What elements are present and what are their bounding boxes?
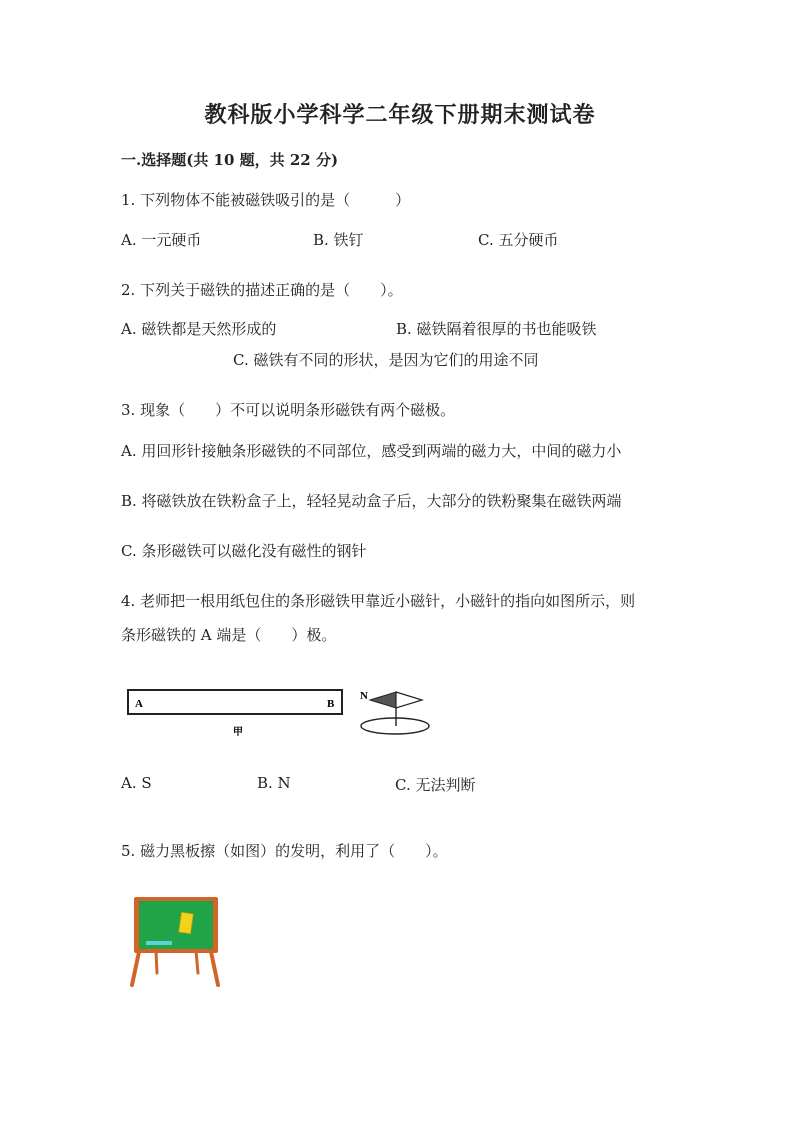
eraser-icon (179, 912, 194, 933)
question-3-option-b[interactable]: B. 将磁铁放在铁粉盒子上，轻轻晃动盒子后，大部分的铁粉聚集在磁铁两端 (121, 492, 622, 510)
question-2-stem: 2. 下列关于磁铁的描述正确的是（ ）。 (121, 281, 403, 299)
question-4-option-c[interactable]: C. 无法判断 (395, 776, 476, 794)
question-1-stem: 1. 下列物体不能被磁铁吸引的是（ ） (121, 191, 411, 209)
question-2-option-b[interactable]: B. 磁铁隔着很厚的书也能吸铁 (396, 320, 597, 338)
question-1-option-b[interactable]: B. 铁钉 (313, 231, 364, 249)
page-title: 教科版小学科学二年级下册期末测试卷 (204, 102, 596, 128)
section-heading: 一.选择题(共 10 题，共 22 分) (121, 151, 339, 169)
question-3-option-a[interactable]: A. 用回形针接触条形磁铁的不同部位，感受到两端的磁力大，中间的磁力小 (121, 442, 622, 460)
question-4-stem-line-2: 条形磁铁的 A 端是（ ）极。 (121, 626, 337, 644)
question-1-option-a[interactable]: A. 一元硬币 (121, 231, 202, 249)
needle-label-n: N (360, 690, 368, 702)
magnet-label-a: A (135, 698, 143, 710)
question-5-stem: 5. 磁力黑板擦（如图）的发明，利用了（ ）。 (121, 842, 448, 860)
magnet-caption: 甲 (233, 727, 243, 738)
bar-magnet (128, 690, 342, 714)
question-1-option-c[interactable]: C. 五分硬币 (478, 231, 559, 249)
question-2-option-a[interactable]: A. 磁铁都是天然形成的 (121, 320, 277, 338)
question-4-figure (124, 682, 434, 752)
question-3-stem: 3. 现象（ ）不可以说明条形磁铁有两个磁极。 (121, 401, 456, 419)
question-4-option-b[interactable]: B. N (257, 774, 291, 792)
magnet-label-b: B (327, 698, 335, 710)
question-3-option-c[interactable]: C. 条形磁铁可以磁化没有磁性的钢针 (121, 542, 367, 560)
question-4-option-a[interactable]: A. S (121, 774, 152, 792)
question-2-option-c[interactable]: C. 磁铁有不同的形状，是因为它们的用途不同 (233, 351, 539, 369)
magnetic-blackboard-image (126, 893, 226, 989)
compass-needle (360, 690, 429, 734)
question-4-stem-line-1: 4. 老师把一根用纸包住的条形磁铁甲靠近小磁针，小磁针的指向如图所示，则 (121, 592, 636, 610)
